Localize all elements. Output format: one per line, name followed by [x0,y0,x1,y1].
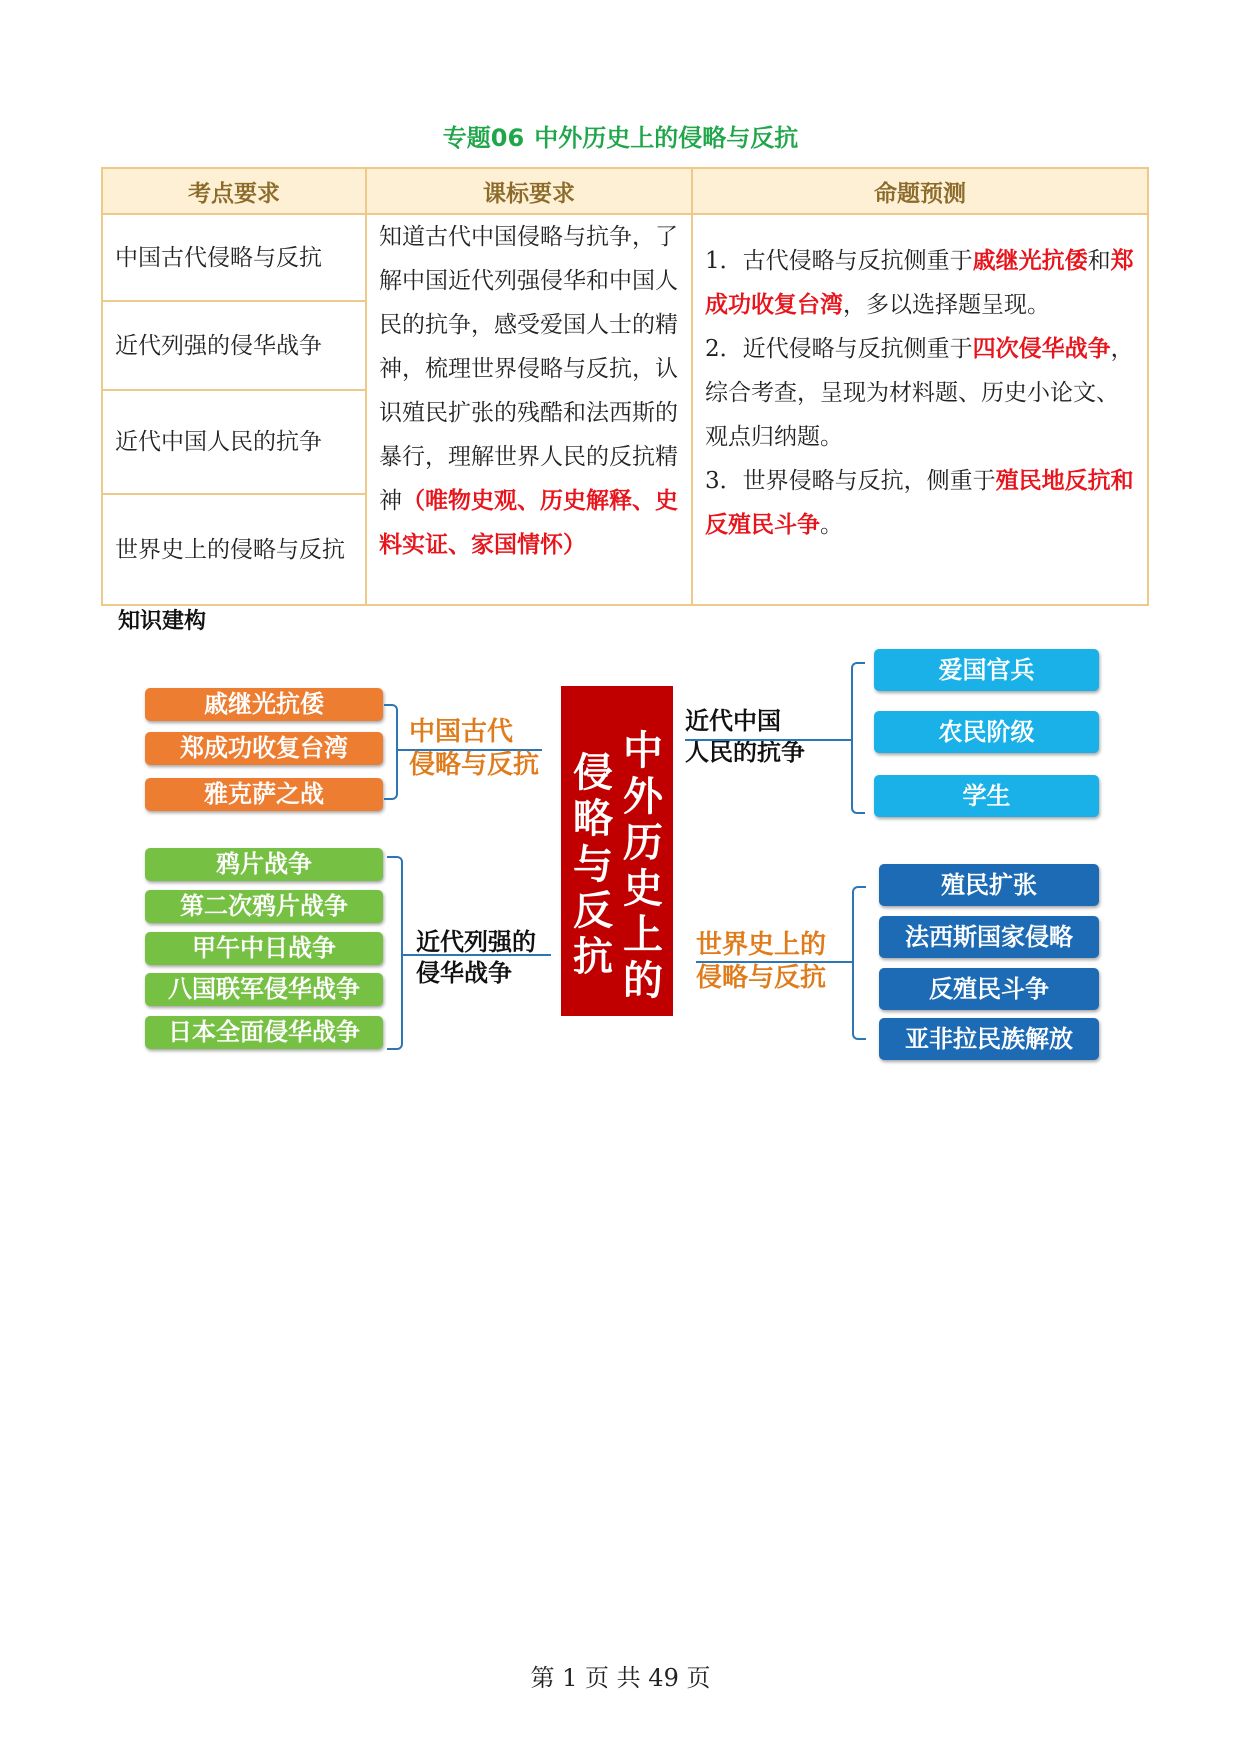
invasion-item: 日本全面侵华战争 [145,1016,383,1049]
curriculum-text: 知道古代中国侵略与抗争，了解中国近代列强侵华和中国人民的抗争，感受爱国人士的精神，梳理世界侵略与反抗，认识殖民扩张的残酷和法西斯的暴行，理解世界人民的反抗精神 [379,224,678,514]
topic-cell: 世界史上的侵略与反抗 [102,494,366,605]
branch-ancient: 中国古代 侵略与反抗 [409,717,540,780]
branch-invasion: 近代列强的 侵华战争 [416,928,536,987]
resistance-item: 农民阶级 [874,711,1099,753]
center-col2: 侵略与反抗 [573,750,613,980]
prediction-cell [692,214,1148,605]
branch-resistance: 近代中国 人民的抗争 [685,707,805,766]
resistance-connector [685,739,851,741]
topic-cell: 近代列强的侵华战争 [102,301,366,390]
world-item: 法西斯国家侵略 [879,916,1099,958]
invasion-bracket [387,856,403,1050]
world-bracket [852,886,866,1040]
ancient-item: 郑成功收复台湾 [145,732,383,765]
ancient-bracket [384,704,398,800]
page-footer: 第 1 页 共 49 页 [530,1664,711,1692]
prediction-item-2: 2．近代侵略与反抗侧重于四次侵华战争，综合考查，呈现为材料题、历史小论文、观点归纳题。 [705,336,1134,450]
invasion-item: 甲午中日战争 [145,932,383,965]
topic-cell: 中国古代侵略与反抗 [102,214,366,301]
topic-cell: 近代中国人民的抗争 [102,390,366,494]
header-exam-points: 考点要求 [102,168,366,214]
ancient-item: 雅克萨之战 [145,778,383,811]
section-title: 知识建构 [118,609,207,634]
topic-title: 中外历史上的侵略与反抗 [534,124,799,152]
resistance-item: 爱国官兵 [874,649,1099,691]
invasion-item: 鸦片战争 [145,848,383,881]
header-prediction: 命题预测 [692,168,1148,214]
center-topic [561,686,673,1016]
world-item: 亚非拉民族解放 [879,1018,1099,1060]
topic-number: 专题06 [442,124,525,152]
center-col1: 中外历史上的 [623,728,663,1004]
invasion-item: 八国联军侵华战争 [145,973,383,1006]
prediction-item-3: 3．世界侵略与反抗，侧重于殖民地反抗和反殖民斗争。 [705,468,1134,538]
ancient-item: 戚继光抗倭 [145,688,383,721]
prediction-item-1: 1．古代侵略与反抗侧重于戚继光抗倭和郑成功收复台湾，多以选择题呈现。 [705,248,1134,318]
requirements-table [101,167,1149,606]
curriculum-literacy: （唯物史观、历史解释、史料实证、家国情怀） [379,488,678,558]
invasion-item: 第二次鸦片战争 [145,890,383,923]
world-item: 反殖民斗争 [879,968,1099,1010]
resistance-item: 学生 [874,775,1099,817]
page-title [0,118,1241,153]
header-curriculum: 课标要求 [366,168,692,214]
curriculum-cell [366,214,692,605]
world-connector [696,961,852,963]
world-item: 殖民扩张 [879,864,1099,906]
resistance-bracket [851,662,865,814]
branch-world: 世界史上的 侵略与反抗 [696,930,827,993]
